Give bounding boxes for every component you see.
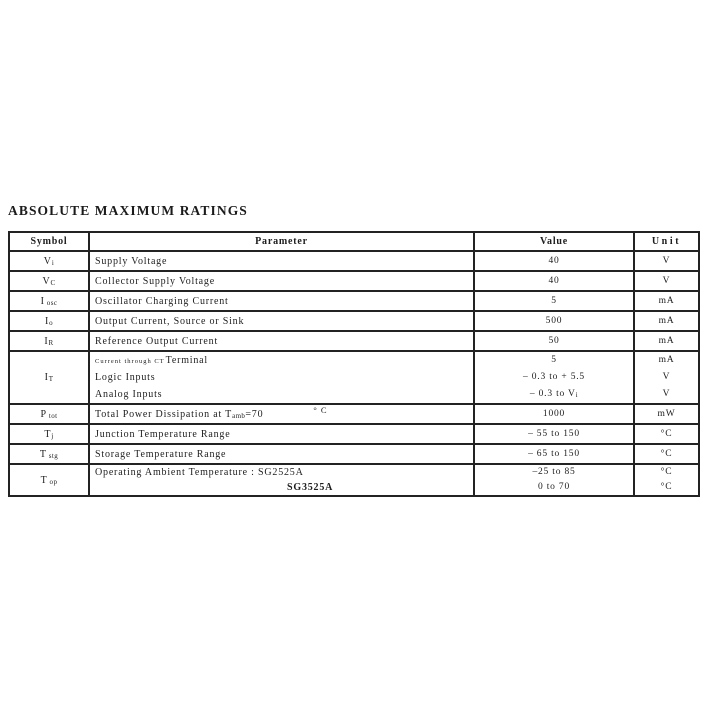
value-subscript: i <box>575 391 579 399</box>
parameter-line: Logic Inputs <box>95 372 156 383</box>
table-header-row <box>9 232 699 251</box>
value-cell <box>474 464 634 496</box>
parameter-text: Total Power Dissipation at T <box>95 408 233 420</box>
unit-cell: °C <box>634 424 699 444</box>
value-cell: 40 <box>474 271 634 291</box>
unit-cell: mW <box>634 404 699 424</box>
table-row-tstg <box>9 444 699 464</box>
symbol-base: T <box>39 448 47 460</box>
header-parameter: Parameter <box>89 232 474 251</box>
symbol-subscript: osc <box>46 298 58 307</box>
parameter-text: Terminal <box>165 355 208 366</box>
unit-line: °C <box>660 467 673 477</box>
symbol-subscript: j <box>51 431 54 440</box>
unit-cell <box>634 464 699 496</box>
unit-cell <box>634 351 699 404</box>
value-cell: 1000 <box>474 404 634 424</box>
device-variant-label: SG3525A <box>287 482 334 493</box>
unit-line: mA <box>658 355 675 365</box>
parameter-cell: Collector Supply Voltage <box>89 271 474 291</box>
unit-cell: mA <box>634 311 699 331</box>
parameter-cell: Output Current, Source or Sink <box>89 311 474 331</box>
symbol-cell <box>9 404 89 424</box>
unit-cell: V <box>634 271 699 291</box>
value-line <box>475 386 633 403</box>
value-cell <box>474 351 634 404</box>
parameter-cell: Storage Temperature Range <box>89 444 474 464</box>
page-title: ABSOLUTE MAXIMUM RATINGS <box>8 203 248 218</box>
symbol-cell <box>9 291 89 311</box>
value-cell: 50 <box>474 331 634 351</box>
value-line: 0 to 70 <box>538 482 570 492</box>
symbol-base: I <box>44 372 49 383</box>
parameter-line <box>95 480 473 495</box>
symbol-subscript: o <box>49 318 54 327</box>
degree-c-superscript: ° C <box>313 404 328 415</box>
unit-cell: °C <box>634 444 699 464</box>
symbol-cell <box>9 311 89 331</box>
value-cell: 5 <box>474 291 634 311</box>
unit-line: °C <box>660 482 673 492</box>
symbol-cell <box>9 251 89 271</box>
symbol-subscript: C <box>50 278 56 287</box>
table-row-tj <box>9 424 699 444</box>
symbol-base: I <box>44 335 49 347</box>
header-value: Value <box>474 232 634 251</box>
symbol-base: P <box>40 408 47 420</box>
parameter-cell <box>89 464 474 496</box>
parameter-cell: Oscillator Charging Current <box>89 291 474 311</box>
symbol-subscript: i <box>51 258 55 267</box>
table-row-top <box>9 464 699 496</box>
table-row-io <box>9 311 699 331</box>
symbol-cell <box>9 271 89 291</box>
symbol-base: V <box>42 275 51 287</box>
header-unit: Unit <box>634 232 699 251</box>
symbol-base: I <box>44 315 50 327</box>
symbol-base: T <box>44 428 52 440</box>
table-row-iosc <box>9 291 699 311</box>
symbol-base: I <box>40 295 45 307</box>
symbol-subscript: T <box>48 375 54 383</box>
table-row-ptot <box>9 404 699 424</box>
parameter-line: Analog Inputs <box>95 389 163 400</box>
parameter-line <box>95 352 473 369</box>
value-line: 5 <box>551 355 557 365</box>
unit-cell: mA <box>634 291 699 311</box>
header-symbol: Symbol <box>9 232 89 251</box>
parameter-cell: Reference Output Current <box>89 331 474 351</box>
symbol-subscript: op <box>49 477 58 486</box>
symbol-base: T <box>40 474 48 486</box>
symbol-cell <box>9 444 89 464</box>
unit-line: V <box>662 372 671 382</box>
table-row-vi <box>9 251 699 271</box>
symbol-cell <box>9 464 89 496</box>
symbol-base: V <box>43 255 52 267</box>
parameter-cell <box>89 404 474 424</box>
parameter-cell: Junction Temperature Range <box>89 424 474 444</box>
value-cell: 500 <box>474 311 634 331</box>
symbol-cell <box>9 424 89 444</box>
parameter-small-text: Current through CT <box>95 358 165 365</box>
value-cell: 40 <box>474 251 634 271</box>
symbol-subscript: stg <box>48 451 59 460</box>
value-cell: – 65 to 150 <box>474 444 634 464</box>
value-line: –25 to 85 <box>532 467 576 477</box>
unit-line: V <box>662 389 671 399</box>
parameter-cell: Supply Voltage <box>89 251 474 271</box>
table-row-vc <box>9 271 699 291</box>
value-text: – 0.3 to V <box>529 389 576 399</box>
symbol-cell <box>9 331 89 351</box>
value-line: – 0.3 to + 5.5 <box>523 372 585 382</box>
symbol-subscript: R <box>48 338 54 347</box>
unit-cell: mA <box>634 331 699 351</box>
parameter-cell <box>89 351 474 404</box>
parameter-text: =70 <box>245 408 264 420</box>
unit-cell: V <box>634 251 699 271</box>
parameter-line: Operating Ambient Temperature : SG2525A <box>95 467 304 478</box>
parameter-subscript: amb <box>232 411 246 420</box>
symbol-cell <box>9 351 89 404</box>
table-row-ir <box>9 331 699 351</box>
value-cell: – 55 to 150 <box>474 424 634 444</box>
absolute-maximum-ratings-table <box>8 231 700 497</box>
symbol-subscript: tot <box>48 411 58 420</box>
table-row-it <box>9 351 699 404</box>
